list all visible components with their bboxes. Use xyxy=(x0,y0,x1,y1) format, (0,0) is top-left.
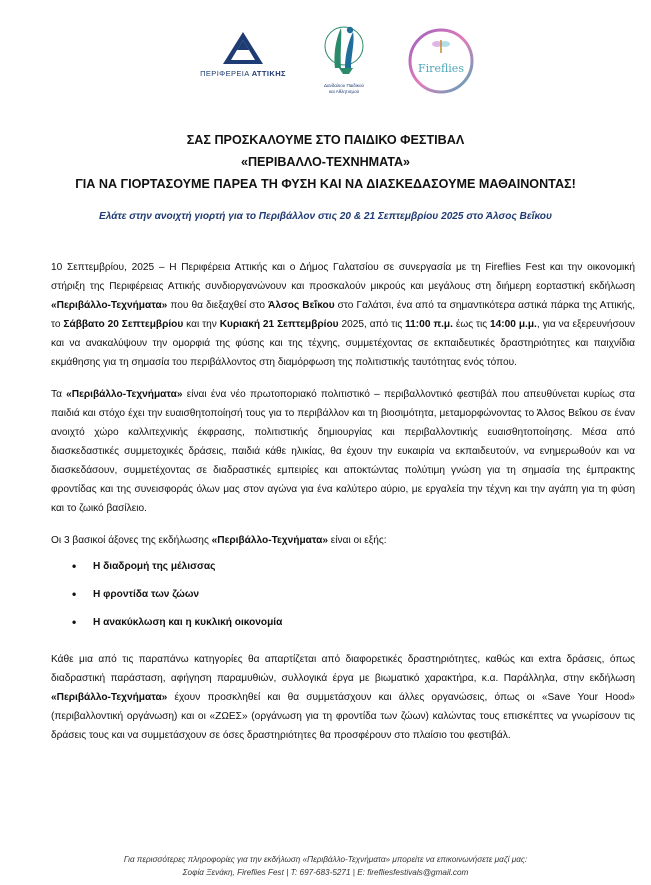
title-line-2: «ΠΕΡΙΒΑΛΛΟ-ΤΕΧΝΗΜΑΤΑ» xyxy=(240,155,411,169)
fireflies-ring-icon xyxy=(406,26,476,96)
list-item: • Η ανακύκλωση και η κυκλική οικονομία xyxy=(51,613,635,641)
document-body xyxy=(51,258,635,758)
title-line-1: ΣΑΣ ΠΡΟΣΚΑΛΟΥΜΕ ΣΤΟ ΠΑΙΔΙΚΟ ΦΕΣΤΙΒΑΛ xyxy=(186,133,465,147)
footer-line-2: Σοφία Ξενάκη, Fireflies Fest | T: 697-683-5271 | E: firefliesfestivals@gmail.com xyxy=(182,868,469,877)
paragraph-intro: 10 Σεπτεμβρίου, 2025 – Η Περιφέρεια Αττικής και ο Δήμος Γαλατσίου σε συνεργασία με τη Fireflies Fest και την οικονομική στήριξη της Περιφέρειας Αττικής συνδιοργανώνουν και προσκαλούν μικρούς και μεγάλους στη διήμερη εορταστική εκδήλωση «Περιβάλλο-Τεχνήματα» που θα διεξαχθεί στο Άλσος Βεΐκου στο Γαλάτσι, ένα από τα σημαντικότερα αστικά πάρκα της Αττικής, το Σάββατο 20 Σεπτεμβρίου και την Κυριακή 21 Σεπτεμβρίου 2025, από τις 11:00 π.μ. έως τις 14:00 μ.μ., για να εξερευνήσουν και να ανακαλύψουν την ομορφιά της φύσης και της τέχνης, συμμετέχοντας σε εκπαιδευτικές δραστηριότητες και παιχνίδια εκμάθησης για τη σημασία του περιβάλλοντος στη διαμόρφωση της πολιτιστικής ταυτότητας ενός τόπου. xyxy=(51,262,636,368)
attica-triangle-icon xyxy=(221,30,265,66)
paragraph-activities: Κάθε μια από τις παραπάνω κατηγορίες θα απαρτίζεται από διαφορετικές δραστηριότητες, καθώς και extra δράσεις, όπως διαδραστική παράσταση, αφήγηση παραμυθιών, συλλογικά έργα με βιωματικό χαρακτήρα, κ.α. Παράλληλα, στην εκδήλωση «Περιβάλλο-Τεχνήματα» έχουν προσκληθεί και θα συμμετάσχουν και άλλες οργανώσεις, όπως οι «Save Your Hood» (περιβαλλοντική οργάνωση) και οι «ΖΩΕΣ» (οργάνωση για τη φροντίδα των ζώων) καλώντας τους επισκέπτες να γνωρίσουν τις δράσεις τους και να συμμετάσχουν σε όσες δραστηριότητες θα προσφέρουν στο πλαίσιο του φεστιβάλ. xyxy=(51,654,635,741)
axes-list xyxy=(51,557,635,641)
fireflies-wordmark: Fireflies xyxy=(418,62,464,75)
galatsi-caption-line1: Δανδαλιου Παιδικού xyxy=(324,83,364,88)
title-line-3: ΓΙΑ ΝΑ ΓΙΟΡΤΑΣΟΥΜΕ ΠΑΡΕΑ ΤΗ ΦΥΣΗ ΚΑΙ ΝΑ ΔΙΑΣΚΕΔΑΣΟΥΜΕ ΜΑΘΑΙΝΟΝΤΑΣ! xyxy=(75,177,576,191)
fireflies-logo xyxy=(406,26,476,96)
list-item: • Η φροντίδα των ζώων xyxy=(51,585,635,613)
page-subtitle: Ελάτε στην ανοιχτή γιορτή για το Περιβάλλον στις 20 & 21 Σεπτεμβρίου 2025 στο Άλσος Βεΐκου xyxy=(99,211,552,222)
paragraph-about: Τα «Περιβάλλο-Τεχνήματα» είναι ένα νέο πρωτοποριακό πολιτιστικό – περιβαλλοντικό φεστιβάλ που απευθύνεται κυρίως στα παιδιά και στόχο έχει την ευαισθητοποίησή τους για το περιβάλλον και τη βιοσιμότητα, μεταμορφώνοντας το Άλσος Βεΐκου σε έναν ανοιχτό χώρο καλλιτεχνικής έκφρασης, πολιτιστικής δημιουργίας και περιβαλλοντικής ευαισθητοποίησης. Μέσα από διασκεδαστικές συμμετοχικές δράσεις, παιδιά κάθε ηλικίας, θα έχουν την ευκαιρία να εκπαιδευτούν, να ενημερωθούν και να διασκεδάσουν, συμμετέχοντας σε διαδραστικές εμπειρίες και αποκτώντας πολύτιμη γνώση για τη σημασία της έμπρακτης φροντίδας και της συνεισφοράς όλων μας στον αγώνα για ένα καλύτερο αύριο, με εργαλεία την τέχνη και την αγάπη για τη φύση και το ζωικό βασίλειο. xyxy=(51,389,635,514)
page-title xyxy=(0,129,651,195)
galatsi-caption-line2: και Αθλητισμού xyxy=(328,88,360,94)
list-item: • Η διαδρομή της μέλισσας xyxy=(51,557,635,585)
galatsi-municipality-logo xyxy=(314,22,374,94)
footer-line-1: Για περισσότερες πληροφορίες για την εκδήλωση «Περιβάλλο-Τεχνήματα» μπορείτε να επικοινωνήσετε μαζί μας: xyxy=(123,855,528,864)
region-attica-logo xyxy=(188,30,298,78)
galatsi-tree-figure-icon xyxy=(321,22,367,78)
contact-footer xyxy=(0,853,651,879)
logo-bar xyxy=(0,22,651,102)
attica-caption: ΠΕΡΙΦΕΡΕΙΑ ΑΤΤΙΚΗΣ xyxy=(200,69,286,78)
paragraph-axes-intro: Οι 3 βασικοί άξονες της εκδήλωσης «Περιβάλλο-Τεχνήματα» είναι οι εξής: xyxy=(51,535,387,546)
